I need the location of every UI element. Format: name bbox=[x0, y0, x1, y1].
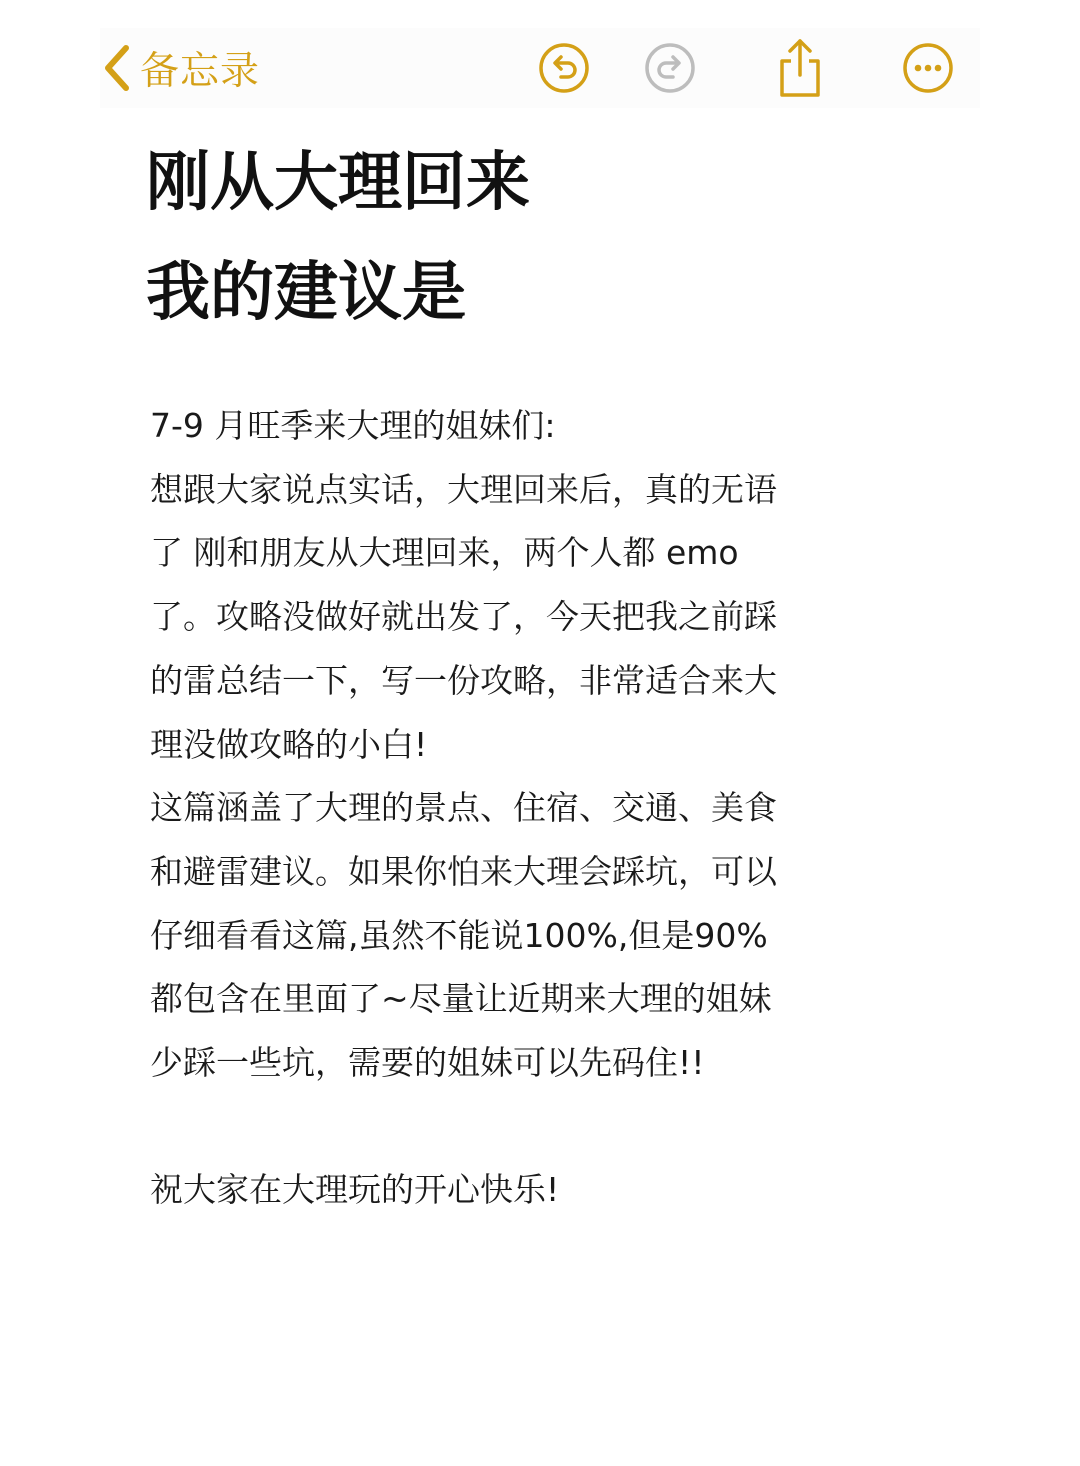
redo-button[interactable] bbox=[642, 40, 698, 96]
more-button[interactable] bbox=[900, 40, 956, 96]
closing-line: 祝大家在大理玩的开心快乐! bbox=[150, 1170, 560, 1210]
back-button[interactable] bbox=[100, 38, 260, 98]
undo-icon bbox=[537, 41, 591, 95]
body-line: 理没做攻略的小白! bbox=[150, 724, 428, 764]
body-line: 的雷总结一下，写一份攻略，非常适合来大 bbox=[150, 660, 777, 700]
note-title bbox=[146, 128, 530, 348]
share-icon bbox=[775, 37, 825, 99]
body-line: 都包含在里面了~尽量让近期来大理的姐妹 bbox=[150, 979, 772, 1019]
redo-icon bbox=[643, 41, 697, 95]
title-line: 刚从大理回来 bbox=[146, 146, 530, 220]
body-line: 了 刚和朋友从大理回来，两个人都 emo bbox=[150, 533, 739, 573]
note-body[interactable] bbox=[150, 394, 910, 1222]
chevron-left-icon bbox=[100, 42, 134, 94]
title-line: 我的建议是 bbox=[146, 256, 466, 330]
more-icon bbox=[901, 41, 955, 95]
body-line: 和避雷建议。如果你怕来大理会踩坑，可以 bbox=[150, 851, 777, 891]
undo-button[interactable] bbox=[536, 40, 592, 96]
blank-line bbox=[150, 1095, 910, 1159]
body-line: 7-9 月旺季来大理的姐妹们: bbox=[150, 406, 556, 445]
body-line: 想跟大家说点实话，大理回来后，真的无语 bbox=[150, 469, 777, 509]
body-line: 少踩一些坑，需要的姐妹可以先码住!! bbox=[150, 1043, 705, 1083]
back-label: 备忘录 bbox=[140, 49, 261, 94]
body-line: 这篇涵盖了大理的景点、住宿、交通、美食 bbox=[150, 788, 777, 828]
body-line: 仔细看看这篇,虽然不能说100%,但是90% bbox=[150, 915, 768, 955]
top-toolbar bbox=[100, 28, 980, 108]
body-line: 了。攻略没做好就出发了，今天把我之前踩 bbox=[150, 597, 777, 637]
share-button[interactable] bbox=[772, 40, 828, 96]
